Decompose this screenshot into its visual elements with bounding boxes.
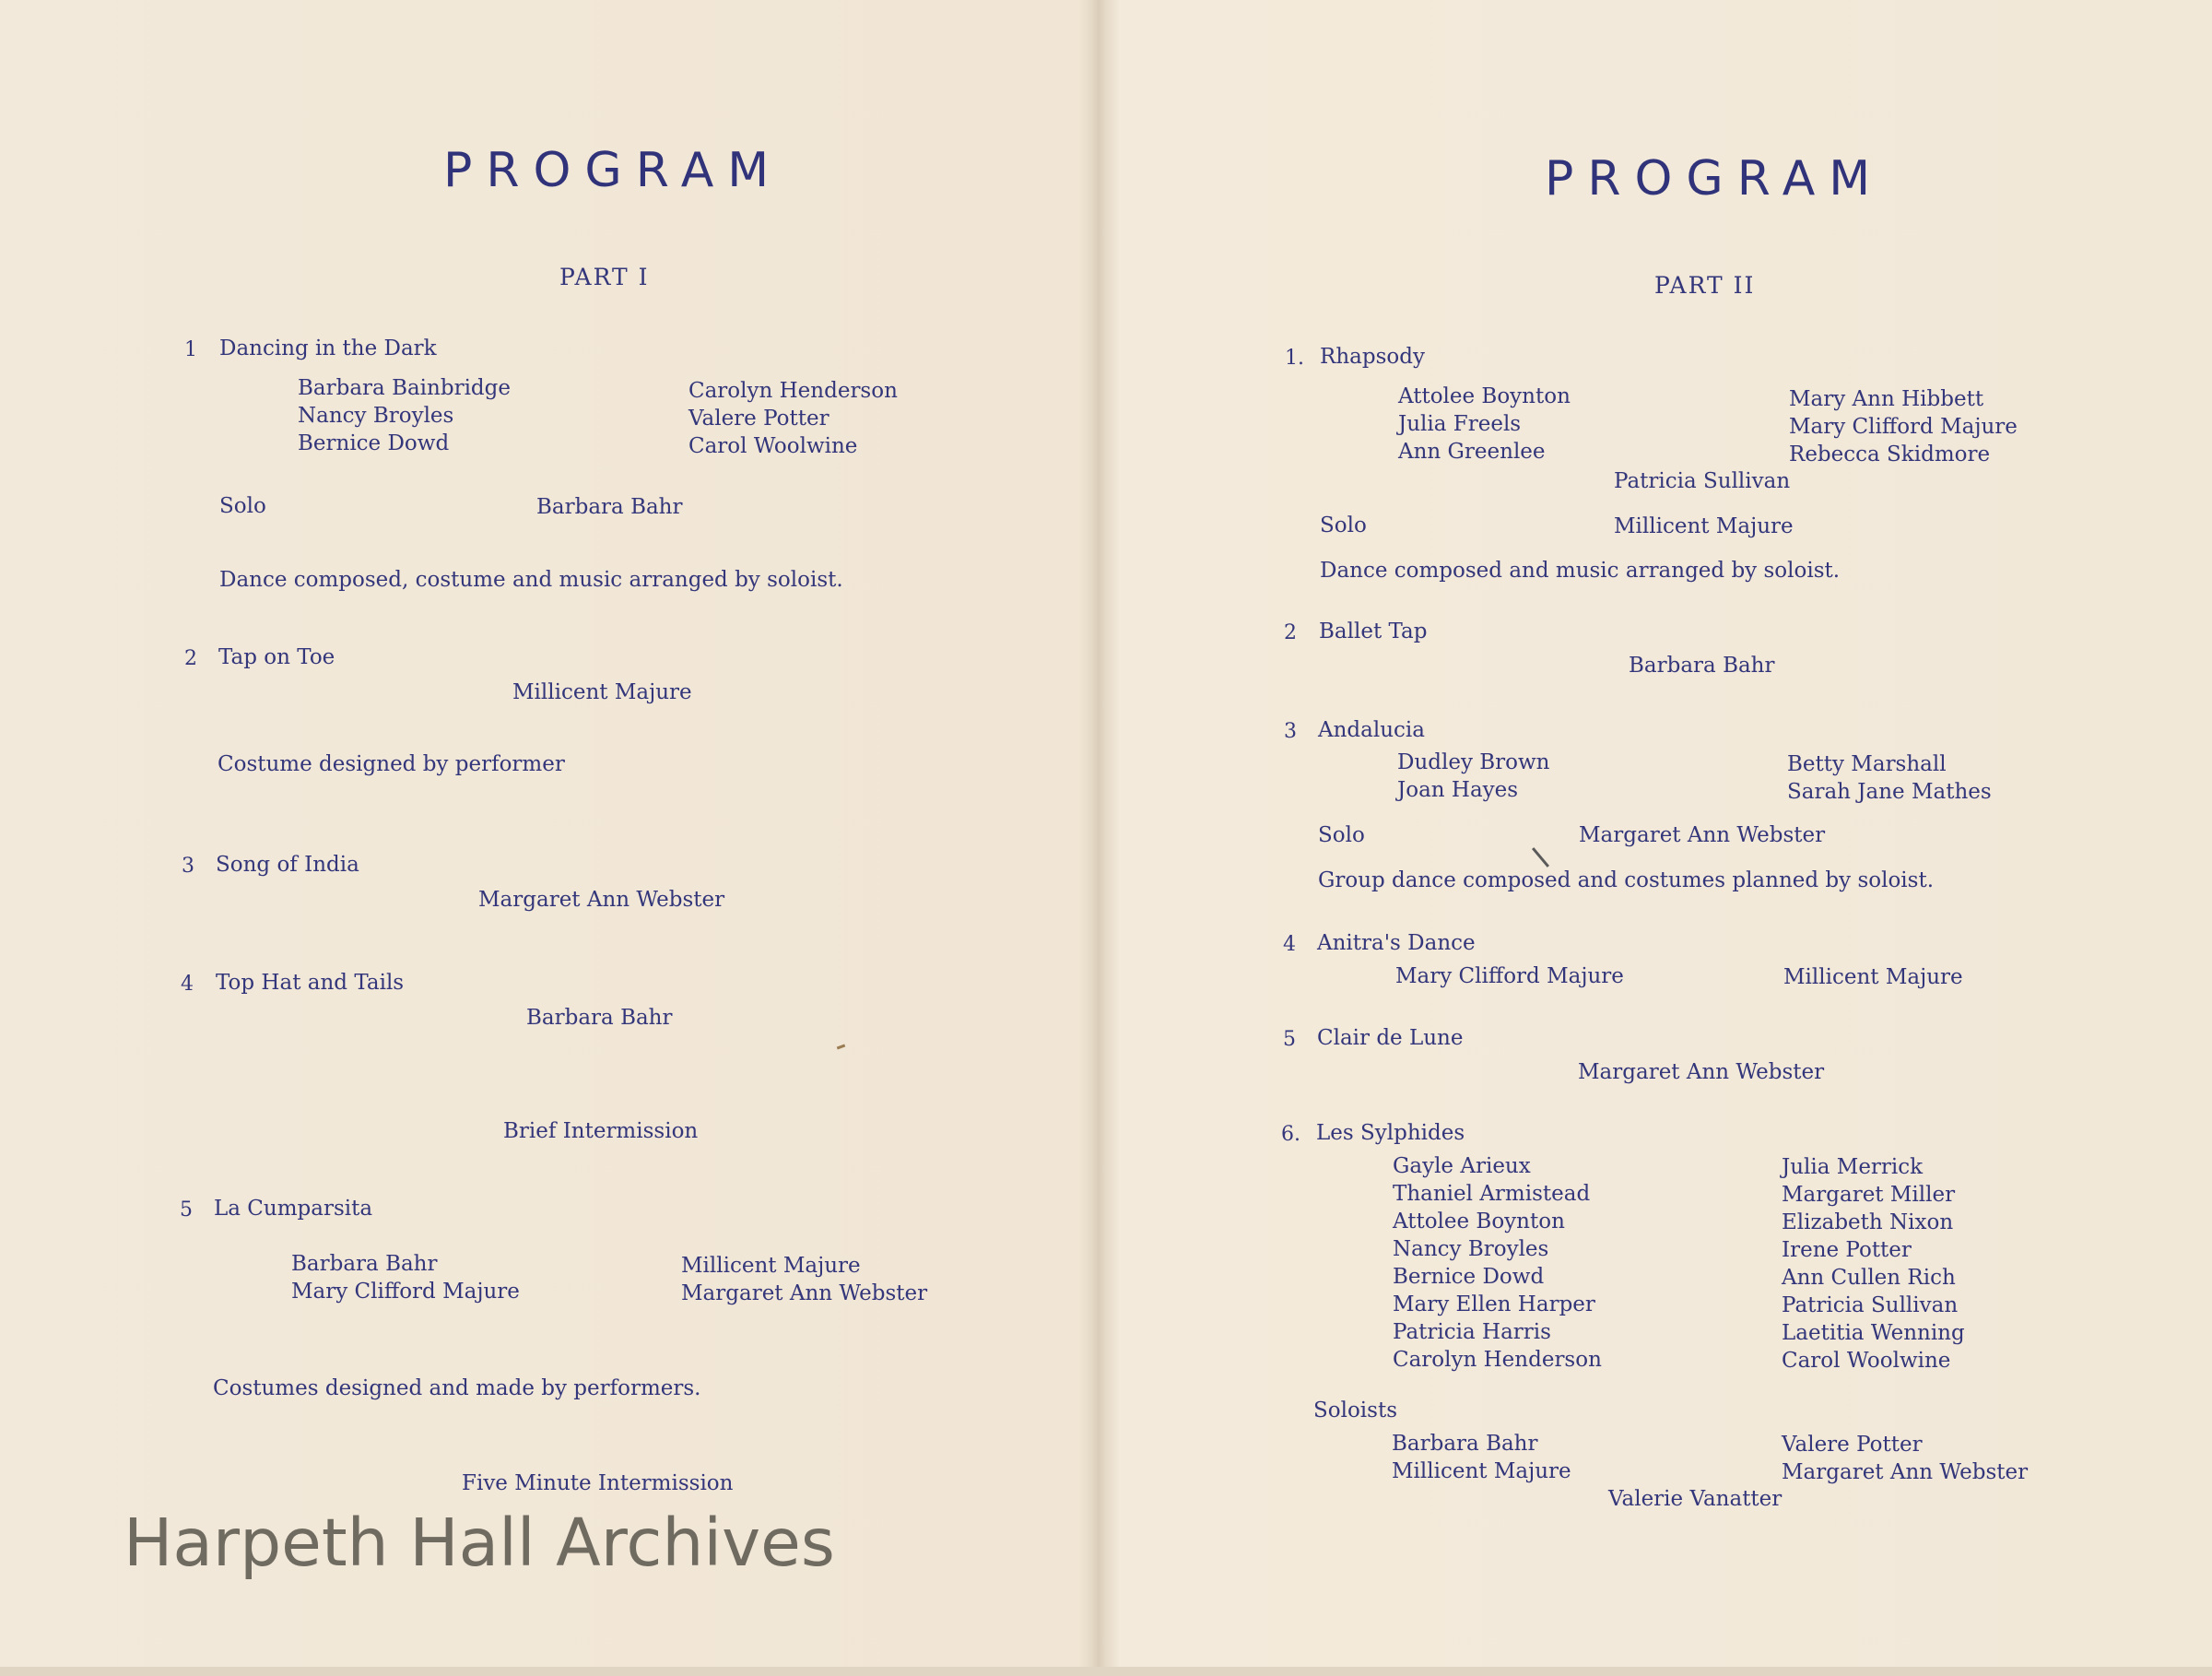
item-title: Clair de Lune	[1317, 1026, 1464, 1050]
item-title: Anitra's Dance	[1317, 931, 1476, 955]
item-note: Costume designed by performer	[218, 752, 565, 776]
soloist: Valerie Vanatter	[1608, 1487, 1783, 1511]
performer: Julia Freels	[1398, 412, 1522, 436]
item-title: Les Sylphides	[1316, 1121, 1465, 1145]
item-number: 3	[1284, 720, 1297, 743]
performer: Millicent Majure	[512, 680, 692, 704]
performer: Mary Ellen Harper	[1393, 1292, 1595, 1316]
item-number: 1.	[1285, 347, 1304, 370]
performer: Margaret Ann Webster	[478, 888, 725, 912]
performer: Patricia Harris	[1393, 1320, 1551, 1344]
soloist: Barbara Bahr	[536, 495, 683, 519]
performer: Elizabeth Nixon	[1782, 1210, 1954, 1234]
performer: Mary Ann Hibbett	[1789, 387, 1984, 411]
soloist: Margaret Ann Webster	[1579, 823, 1826, 847]
solo-label: Solo	[219, 494, 266, 518]
left-page	[0, 0, 1092, 1676]
paper-bottom-edge	[0, 1667, 2212, 1676]
performer: Carolyn Henderson	[688, 379, 898, 403]
performer: Millicent Majure	[681, 1254, 861, 1278]
item-title: Andalucia	[1318, 718, 1425, 742]
performer: Mary Clifford Majure	[1395, 964, 1624, 988]
performer: Carol Woolwine	[688, 434, 858, 458]
item-number: 6.	[1281, 1123, 1300, 1146]
performer: Barbara Bainbridge	[298, 376, 511, 400]
performer: Attolee Boynton	[1393, 1210, 1565, 1233]
performer: Mary Clifford Majure	[291, 1280, 520, 1304]
item-note: Dance composed and music arranged by soloist.	[1320, 559, 1841, 583]
performer: Bernice Dowd	[298, 431, 450, 455]
performer: Dudley Brown	[1397, 750, 1550, 774]
performer: Irene Potter	[1782, 1238, 1912, 1262]
item-number: 2	[1284, 621, 1297, 644]
item-title: Ballet Tap	[1319, 620, 1428, 643]
item-note: Costumes designed and made by performers.	[213, 1376, 701, 1400]
item-number: 1	[184, 338, 197, 361]
performer: Julia Merrick	[1782, 1155, 1924, 1179]
intermission: Brief Intermission	[503, 1119, 699, 1143]
soloist: Barbara Bahr	[1392, 1432, 1538, 1456]
performer: Barbara Bahr	[1629, 654, 1775, 678]
performer: Rebecca Skidmore	[1789, 443, 1991, 466]
performer: Thaniel Armistead	[1393, 1182, 1591, 1206]
page-heading: PROGRAM	[1545, 151, 1885, 207]
part-heading: PART II	[1654, 272, 1756, 299]
soloist: Valere Potter	[1782, 1433, 1923, 1457]
item-title: Song of India	[216, 853, 359, 877]
item-title: Rhapsody	[1320, 345, 1425, 369]
solo-label: Solo	[1320, 513, 1367, 537]
pencil-mark	[1532, 847, 1549, 868]
performer: Mary Clifford Majure	[1789, 415, 2018, 439]
item-title: Dancing in the Dark	[219, 336, 437, 360]
item-title: La Cumparsita	[214, 1197, 373, 1221]
performer: Nancy Broyles	[1393, 1237, 1549, 1261]
part-heading: PART I	[559, 264, 650, 290]
item-note: Dance composed, costume and music arranged by soloist.	[219, 568, 843, 592]
performer: Sarah Jane Mathes	[1787, 780, 1992, 804]
paper-speck	[837, 1045, 845, 1050]
intermission: Five Minute Intermission	[462, 1471, 734, 1495]
page-heading: PROGRAM	[443, 143, 783, 198]
performer: Ann Cullen Rich	[1782, 1266, 1956, 1290]
performer: Margaret Ann Webster	[681, 1281, 928, 1305]
performer: Carol Woolwine	[1782, 1349, 1951, 1373]
soloist: Millicent Majure	[1392, 1459, 1571, 1483]
soloist: Margaret Ann Webster	[1782, 1460, 2029, 1484]
right-page	[1106, 0, 2212, 1676]
performer: Margaret Ann Webster	[1578, 1060, 1825, 1084]
performer: Bernice Dowd	[1393, 1265, 1545, 1289]
performer: Valere Potter	[688, 407, 830, 431]
performer: Carolyn Henderson	[1393, 1348, 1602, 1372]
performer: Barbara Bahr	[526, 1006, 673, 1030]
performer: Attolee Boynton	[1398, 384, 1571, 408]
item-note: Group dance composed and costumes planned by soloist.	[1318, 868, 1935, 892]
item-number: 2	[184, 647, 197, 670]
item-title: Tap on Toe	[218, 645, 335, 669]
performer: Patricia Sullivan	[1782, 1293, 1959, 1317]
item-number: 4	[181, 973, 194, 996]
performer: Millicent Majure	[1783, 965, 1963, 989]
soloists-label: Soloists	[1313, 1399, 1398, 1422]
performer: Gayle Arieux	[1393, 1154, 1531, 1178]
soloist: Millicent Majure	[1614, 514, 1794, 538]
item-title: Top Hat and Tails	[216, 971, 405, 995]
performer: Nancy Broyles	[298, 404, 454, 428]
item-number: 5	[180, 1198, 193, 1222]
performer: Laetitia Wenning	[1782, 1321, 1965, 1345]
performer: Margaret Miller	[1782, 1183, 1956, 1207]
item-number: 5	[1283, 1028, 1296, 1051]
performer: Ann Greenlee	[1398, 440, 1546, 464]
performer: Barbara Bahr	[291, 1252, 438, 1276]
item-number: 4	[1283, 933, 1296, 956]
item-number: 3	[182, 855, 194, 878]
performer: Joan Hayes	[1397, 778, 1519, 802]
performer: Patricia Sullivan	[1614, 469, 1791, 493]
solo-label: Solo	[1318, 823, 1365, 847]
archive-watermark: Harpeth Hall Archives	[124, 1505, 835, 1581]
performer: Betty Marshall	[1787, 752, 1947, 776]
